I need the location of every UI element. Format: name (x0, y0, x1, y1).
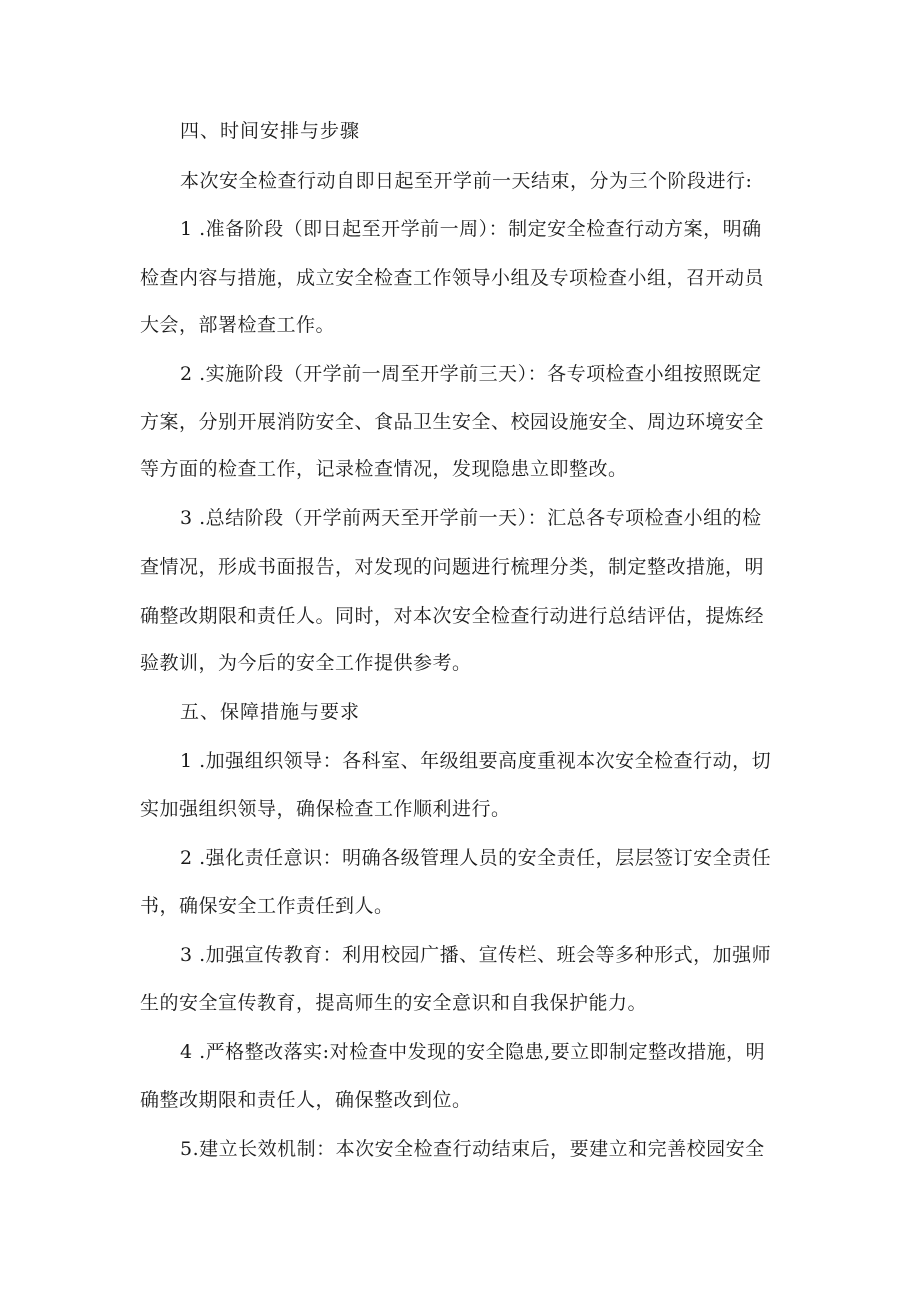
paragraph-line: 检查内容与措施，成立安全检查工作领导小组及专项检查小组，召开动员 (140, 267, 765, 289)
paragraph-line: 生的安全宣传教育，提高师生的安全意识和自我保护能力。 (140, 992, 648, 1014)
paragraph-line: 大会，部署检查工作。 (140, 314, 336, 336)
paragraph-line: 验教训，为今后的安全工作提供参考。 (140, 652, 472, 674)
paragraph-line: 书，确保安全工作责任到人。 (140, 895, 394, 917)
paragraph-line: 1 .加强组织领导：各科室、年级组要高度重视本次安全检查行动，切 (180, 750, 772, 772)
paragraph-line: 查情况，形成书面报告，对发现的问题进行梳理分类，制定整改措施，明 (140, 556, 765, 578)
paragraph-line: 1 .准备阶段（即日起至开学前一周）：制定安全检查行动方案，明确 (180, 218, 762, 240)
paragraph-line: 等方面的检查工作，记录检查情况，发现隐患立即整改。 (140, 458, 628, 480)
paragraph-line: 2 .实施阶段（开学前一周至开学前三天）：各专项检查小组按照既定 (180, 363, 762, 385)
paragraph-line: 实加强组织领导，确保检查工作顺利进行。 (140, 798, 511, 820)
paragraph-line: 4 .严格整改落实:对检查中发现的安全隐患,要立即制定整改措施，明 (180, 1041, 766, 1063)
paragraph-line: 2 .强化责任意识：明确各级管理人员的安全责任，层层签订安全责任 (180, 847, 772, 869)
paragraph-line: 3 .总结阶段（开学前两天至开学前一天）：汇总各专项检查小组的检 (180, 507, 762, 529)
paragraph-line: 3 .加强宣传教育：利用校园广播、宣传栏、班会等多种形式，加强师 (180, 944, 772, 966)
section-heading: 四、时间安排与步骤 (180, 120, 361, 142)
paragraph-line: 确整改期限和责任人。同时，对本次安全检查行动进行总结评估，提炼经 (140, 605, 765, 627)
section-heading: 五、保障措施与要求 (180, 701, 361, 723)
paragraph-line: 本次安全检查行动自即日起至开学前一天结束，分为三个阶段进行: (180, 170, 753, 192)
paragraph-line: 确整改期限和责任人，确保整改到位。 (140, 1089, 472, 1111)
paragraph-line: 5.建立长效机制：本次安全检查行动结束后，要建立和完善校园安全 (180, 1138, 765, 1160)
paragraph-line: 方案，分别开展消防安全、食品卫生安全、校园设施安全、周边环境安全 (140, 411, 765, 433)
